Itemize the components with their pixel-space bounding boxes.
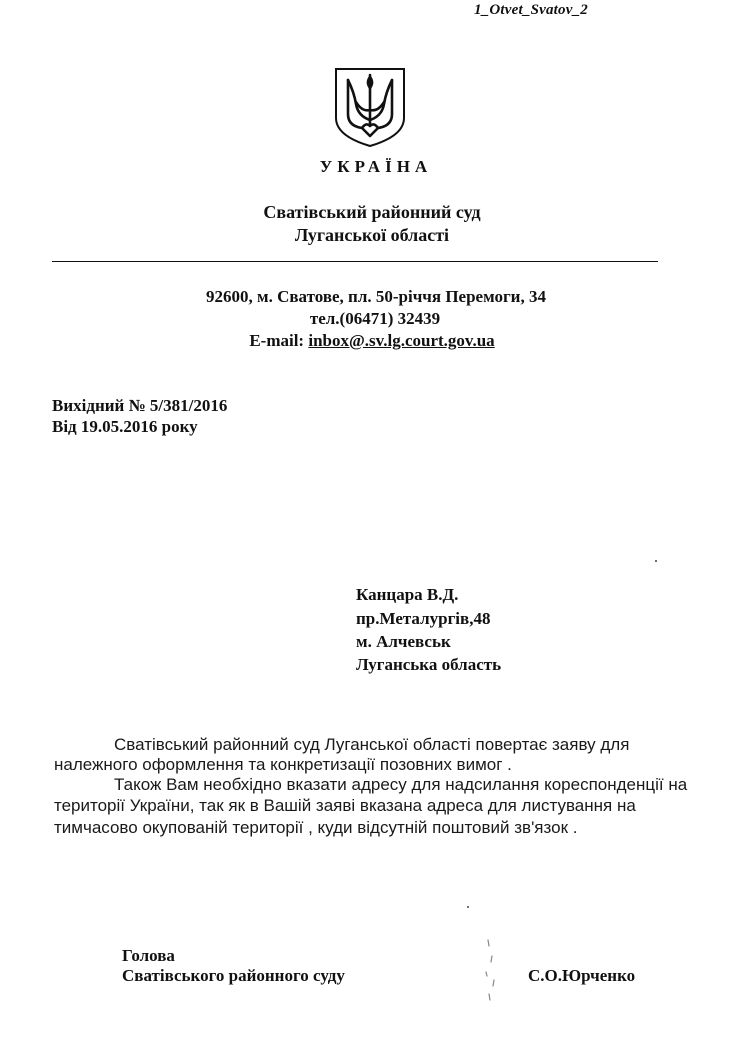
scan-speck	[655, 560, 657, 562]
trident-emblem-icon	[332, 66, 408, 148]
email-link[interactable]: inbox@.sv.lg.court.gov.ua	[308, 331, 495, 350]
body-paragraph2-line3: тимчасово окупованій території , куди відсутній поштовий зв'язок .	[54, 818, 578, 837]
signer-name: С.О.Юрченко	[528, 966, 636, 985]
court-phone: тел.(06471) 32439	[309, 309, 441, 328]
outgoing-number: Вихідний № 5/381/2016	[52, 396, 228, 415]
file-label: 1_Otvet_Svatov_2	[473, 2, 588, 18]
court-address: 92600, м. Сватове, пл. 50-річчя Перемоги, 34	[206, 287, 546, 306]
recipient-street: пр.Металургів,48	[356, 609, 491, 628]
body-paragraph1-line2: належного оформлення та конкретизації позовних вимог .	[54, 755, 512, 774]
court-name-line1: Сватівський районний суд	[263, 202, 481, 222]
court-name-line2: Луганської області	[294, 225, 450, 245]
header-divider	[52, 261, 658, 262]
court-email-line	[0, 331, 744, 351]
body-paragraph2-line2: території України, так як в Вашій заяві вказана адреса для листування на	[54, 796, 636, 815]
recipient-name: Канцара В.Д.	[356, 585, 459, 604]
outgoing-date: Від 19.05.2016 року	[52, 417, 198, 436]
signer-title-line2: Сватівського районного суду	[122, 966, 345, 985]
email-label: E-mail:	[249, 331, 305, 350]
recipient-city: м. Алчевськ	[356, 632, 451, 651]
body-paragraph2-line1: Також Вам необхідно вказати адресу для надсилання кореспонденції на	[114, 775, 688, 794]
signer-title-line1: Голова	[122, 946, 175, 965]
signature-mark	[470, 936, 510, 1006]
body-paragraph1-line1: Сватівський районний суд Луганської області повертає заяву для	[114, 735, 630, 754]
recipient-region: Луганська область	[356, 655, 502, 674]
country-name: УКРАЇНА	[319, 157, 433, 176]
scan-speck	[467, 906, 469, 908]
